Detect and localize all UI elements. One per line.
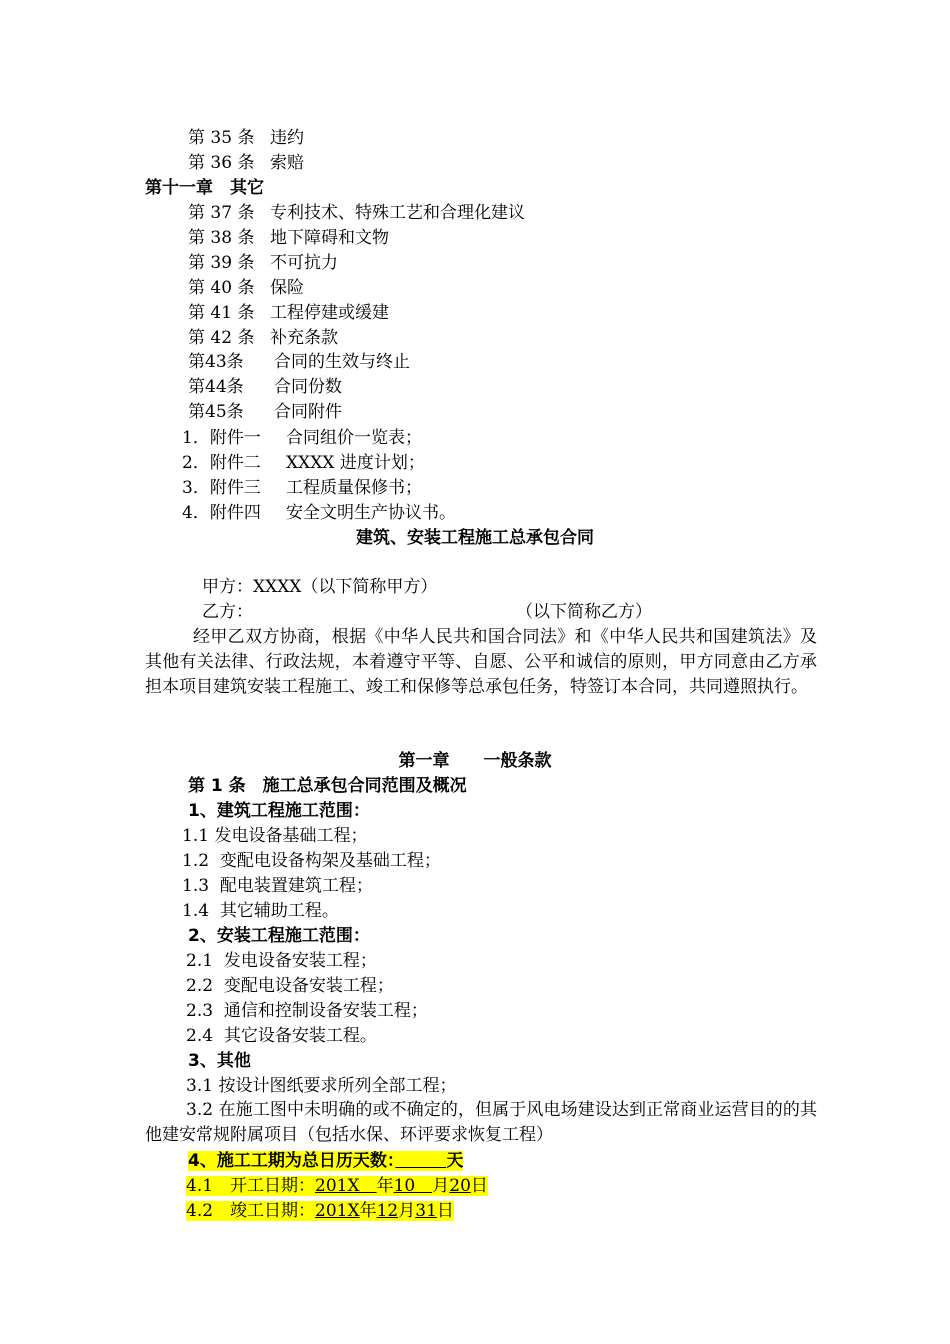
list-item: 1.2 变配电设备构架及基础工程； (182, 851, 441, 871)
toc-article-num: 第 35 条 (188, 128, 255, 148)
toc-line (188, 327, 338, 349)
toc-article-title: 索赔 (270, 153, 304, 173)
toc-line (188, 127, 304, 149)
end-date-label: 4.2 竣工日期： (186, 1201, 316, 1221)
end-month-unit: 月 (398, 1201, 416, 1221)
list-item: 2.2 变配电设备安装工程； (186, 976, 394, 996)
end-date-line (186, 1200, 454, 1222)
list-item: 1.1 发电设备基础工程； (182, 826, 368, 846)
start-year-unit: 年 (376, 1176, 394, 1196)
appendix-num: 1．附件一 (182, 428, 261, 448)
toc-line (188, 376, 342, 398)
contract-title: 建筑、安装工程施工总承包合同 (356, 528, 594, 548)
toc-article-num: 第 36 条 (188, 153, 255, 173)
toc-article-title: 地下障碍和文物 (270, 228, 389, 248)
duration-blank (395, 1151, 446, 1171)
list-item: 3.1 按设计图纸要求所列全部工程； (186, 1076, 457, 1096)
toc-line (188, 302, 389, 324)
chapter-heading: 第十一章 其它 (145, 178, 264, 198)
toc-article-title: 合同的生效与终止 (274, 352, 410, 372)
toc-article-title: 工程停建或缓建 (270, 303, 389, 323)
toc-article-num: 第 37 条 (188, 203, 255, 223)
end-month: 12 (376, 1201, 399, 1221)
section-heading: 3、其他 (188, 1051, 251, 1071)
start-year: 201X (315, 1176, 377, 1196)
appendix-line (182, 477, 422, 499)
toc-article-title: 违约 (270, 128, 304, 148)
appendix-title: XXXX 进度计划； (286, 453, 425, 473)
toc-article-title: 专利技术、特殊工艺和合理化建议 (270, 203, 525, 223)
toc-line (188, 152, 304, 174)
toc-article-num: 第43条 (188, 352, 244, 372)
list-item: 2.1 发电设备安装工程； (186, 951, 377, 971)
duration-label: 4、施工工期为总日历天数： (188, 1151, 396, 1171)
toc-article-num: 第 40 条 (188, 278, 255, 298)
list-item: 2.4 其它设备安装工程。 (186, 1026, 377, 1046)
duration-heading (188, 1150, 463, 1172)
toc-article-title: 补充条款 (270, 328, 338, 348)
toc-line (188, 227, 389, 249)
toc-article-title: 合同附件 (274, 402, 342, 422)
section-heading: 2、安装工程施工范围： (188, 926, 370, 946)
section-heading: 1、建筑工程施工范围： (188, 801, 370, 821)
appendix-line (182, 502, 456, 524)
toc-article-num: 第 42 条 (188, 328, 255, 348)
party-b-suffix: （以下简称乙方） (516, 602, 652, 622)
appendix-num: 2．附件二 (182, 453, 261, 473)
start-date-line (186, 1175, 488, 1197)
list-item: 2.3 通信和控制设备安装工程； (186, 1001, 428, 1021)
end-day: 31 (415, 1201, 437, 1221)
article-heading: 第 1 条 施工总承包合同范围及概况 (188, 776, 467, 796)
toc-line (188, 401, 342, 423)
party-a: 甲方：XXXX（以下简称甲方） (202, 577, 438, 597)
end-day-unit: 日 (436, 1201, 454, 1221)
toc-article-title: 保险 (270, 278, 304, 298)
list-item: 1.4 其它辅助工程。 (182, 901, 339, 921)
toc-article-num: 第45条 (188, 402, 244, 422)
start-day: 20 (449, 1176, 471, 1196)
start-date-label: 4.1 开工日期： (186, 1176, 316, 1196)
toc-article-num: 第 39 条 (188, 253, 255, 273)
list-item-paragraph: 3.2 在施工图中未明确的或不确定的，但属于风电场建设达到正常商业运营目的的其他建安常规附属项目（包括水保、环评要求恢复工程） (145, 1100, 817, 1145)
toc-article-num: 第 38 条 (188, 228, 255, 248)
toc-article-title: 合同份数 (274, 377, 342, 397)
start-month-unit: 月 (432, 1176, 450, 1196)
start-month: 10 (393, 1176, 433, 1196)
end-year: 201X (315, 1201, 360, 1221)
appendix-title: 工程质量保修书； (286, 478, 422, 498)
toc-line (188, 202, 525, 224)
start-day-unit: 日 (470, 1176, 488, 1196)
party-b-label: 乙方： (202, 602, 253, 622)
toc-line (188, 277, 304, 299)
appendix-title: 安全文明生产协议书。 (286, 503, 456, 523)
toc-article-num: 第44条 (188, 377, 244, 397)
appendix-line (182, 427, 422, 449)
chapter-heading: 第一章 一般条款 (398, 751, 552, 771)
toc-line (188, 252, 338, 274)
appendix-num: 3．附件三 (182, 478, 261, 498)
appendix-line (182, 452, 425, 474)
end-year-unit: 年 (359, 1201, 377, 1221)
appendix-title: 合同组价一览表； (286, 428, 422, 448)
toc-article-num: 第 41 条 (188, 303, 255, 323)
preamble-paragraph: 经甲乙双方协商，根据《中华人民共和国合同法》和《中华人民共和国建筑法》及其他有关法律、行政法规，本着遵守平等、自愿、公平和诚信的原则，甲方同意由乙方承担本项目建筑安装工程施工、竣工和保修等总承包任务，特签订本合同，共同遵照执行。 (145, 627, 817, 697)
appendix-num: 4．附件四 (182, 503, 261, 523)
duration-unit: 天 (446, 1151, 464, 1171)
toc-article-title: 不可抗力 (270, 253, 338, 273)
list-item: 1.3 配电装置建筑工程； (182, 876, 373, 896)
toc-line (188, 351, 410, 373)
